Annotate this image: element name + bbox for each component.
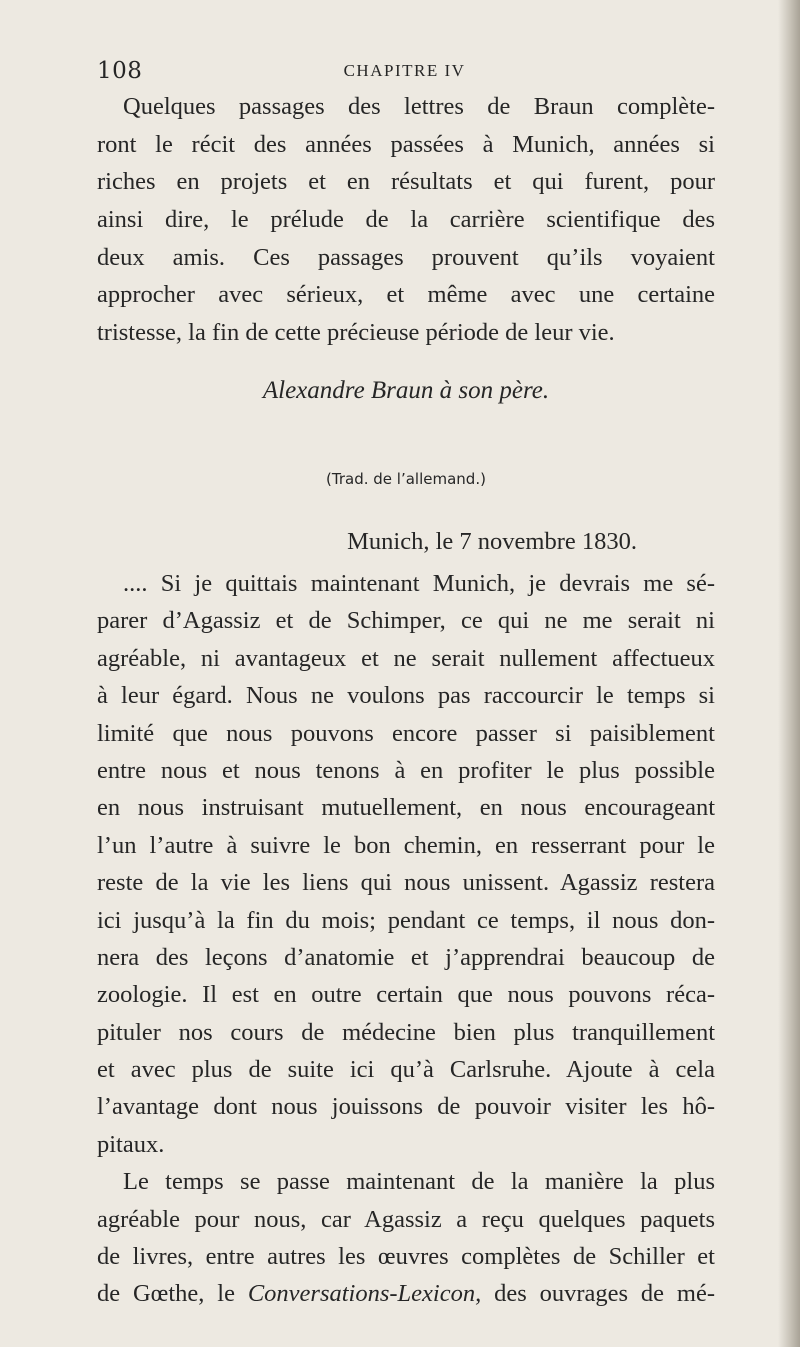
text-line: en nous instruisant mutuellement, en nous encourageant <box>97 794 715 822</box>
final-line-end: des ouvrages de mé- <box>481 1280 715 1308</box>
intro-paragraph <box>97 88 715 352</box>
final-line-start: de Gœthe, le <box>97 1280 248 1308</box>
text-line: ainsi dire, le prélude de la carrière scientifique des <box>97 206 715 234</box>
text-line: riches en projets et en résultats et qui furent, pour <box>97 168 715 196</box>
translation-note: (Trad. de l’allemand.) <box>326 470 486 488</box>
text-line-final <box>97 1275 715 1312</box>
book-title-italic: Conversations-Lexicon, <box>247 1280 482 1308</box>
text-line: Quelques passages des lettres de Braun complète- <box>123 93 715 120</box>
text-line: Le temps se passe maintenant de la manière la plus <box>123 1168 715 1196</box>
letter-dateline: Munich, le 7 novembre 1830. <box>347 528 637 555</box>
text-line: ici jusqu’à la fin du mois; pendant ce temps, il nous don- <box>97 906 715 934</box>
text-line: tristesse, la fin de cette précieuse période de leur vie. <box>97 319 615 347</box>
text-line: et avec plus de suite ici qu’à Carlsruhe. Ajoute à cela <box>97 1056 715 1084</box>
text-line: ront le récit des années passées à Munich, années si <box>97 130 715 158</box>
page-number: 108 <box>97 58 143 84</box>
text-line: de livres, entre autres les œuvres complètes de Schiller et <box>97 1243 715 1271</box>
letter-body <box>97 565 715 1313</box>
text-line: l’avantage dont nous jouissons de pouvoir visiter les hô- <box>97 1093 715 1121</box>
text-line: reste de la vie les liens qui nous unissent. Agassiz restera <box>97 869 715 897</box>
text-line: à leur égard. Nous ne voulons pas raccourcir le temps si <box>97 682 715 710</box>
text-line: zoologie. Il est en outre certain que nous pouvons réca- <box>97 981 715 1009</box>
text-line: pituler nos cours de médecine bien plus tranquillement <box>97 1018 715 1046</box>
text-line: approcher avec sérieux, et même avec une certaine <box>97 281 715 309</box>
text-line: l’un l’autre à suivre le bon chemin, en resserrant pour le <box>97 831 715 859</box>
text-line: limité que nous pouvons encore passer si paisiblement <box>97 719 715 747</box>
page-header <box>97 58 712 88</box>
text-line: pitaux. <box>97 1130 165 1158</box>
running-head: CHAPITRE IV <box>343 61 466 80</box>
text-line: nera des leçons d’anatomie et j’apprendrai beaucoup de <box>97 943 715 971</box>
text-line: agréable, ni avantageux et ne serait nullement affectueux <box>97 644 715 672</box>
text-line: parer d’Agassiz et de Schimper, ce qui ne me serait ni <box>97 607 715 635</box>
letter-heading: Alexandre Braun à son père. <box>262 377 550 404</box>
text-line: agréable pour nous, car Agassiz a reçu quelques paquets <box>97 1205 715 1233</box>
text-line: deux amis. Ces passages prouvent qu’ils voyaient <box>97 243 715 271</box>
text-line: entre nous et nous tenons à en profiter le plus possible <box>97 756 715 784</box>
text-line: .... Si je quittais maintenant Munich, je devrais me sé- <box>123 570 715 597</box>
page-edge-shadow <box>778 0 800 1347</box>
